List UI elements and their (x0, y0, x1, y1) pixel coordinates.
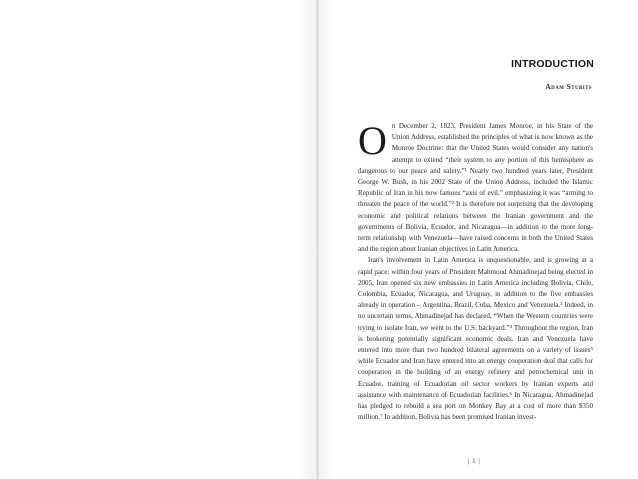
body-text (358, 121, 593, 441)
drop-cap: O (358, 121, 387, 163)
right-page (319, 0, 638, 479)
paragraph-2: Iran's involvement in Latin America is unquestionable, and is growing at a rapid pace; within four years of President Mahmoud Ahmadinejad being elected in 2005, Iran opened six new embassies in Latin America including Bolivia, Chile, Colombia, Ecuador, Nicaragua, and Uruguay, in addition to the five embassies already in operation – Argentina, Brazil, Cuba, Mexico and Venezuela.³ Indeed, in no uncertain terms, Ahmadinejad has declared, “When the Western countries were trying to isolate Iran, we went to the U.S. backyard.”⁴ Throughout the region, Iran is brokering potentially significant economic deals. Iran and Venezuela have entered into more than two hundred bilateral agreements on a variety of issues⁵ while Ecuador and Iran have entered into an energy cooperation deal that calls for cooperation in the building of an energy refinery and petrochemical unit in Ecuador, training of Ecuadorian oil sector workers by Iranian experts and assistance with maintenance of Ecuadorian facilities.⁶ In Nicaragua, Ahmadinejad has pledged to rebuild a sea port on Monkey Bay at a cost of more than $350 million.⁷ In addition, Bolivia has been promised Iranian invest- (358, 256, 593, 422)
author-name: Adam Stubits (545, 82, 592, 91)
paragraph-1 (358, 121, 593, 255)
chapter-title: INTRODUCTION (511, 58, 594, 70)
page-number: | 1 | (468, 457, 481, 465)
paragraph-1-text: n December 2, 1823, President James Monroe, in his State of the Union Address, established the principles of what is now known as the Monroe Doctrine: that the United States would consider any nation's attempt to extend “their system to any portion of this hemisphere as dangerous to our peace and safety.”¹ Nearly two hundred years later, President George W. Bush, in his 2002 State of the Union Address, included the Islamic Republic of Iran in his now famous “axis of evil,” emphasizing it was “arming to threaten the peace of the world.”² It is therefore not surprising that the developing economic and political relations between the Iranian government and the governments of Bolivia, Ecuador, and Nicaragua—in addition to the more long-term relationship with Venezuela—have raised concerns in both the United States and the region about Iranian objectives in Latin America. (358, 122, 593, 254)
book-gutter (300, 0, 334, 479)
